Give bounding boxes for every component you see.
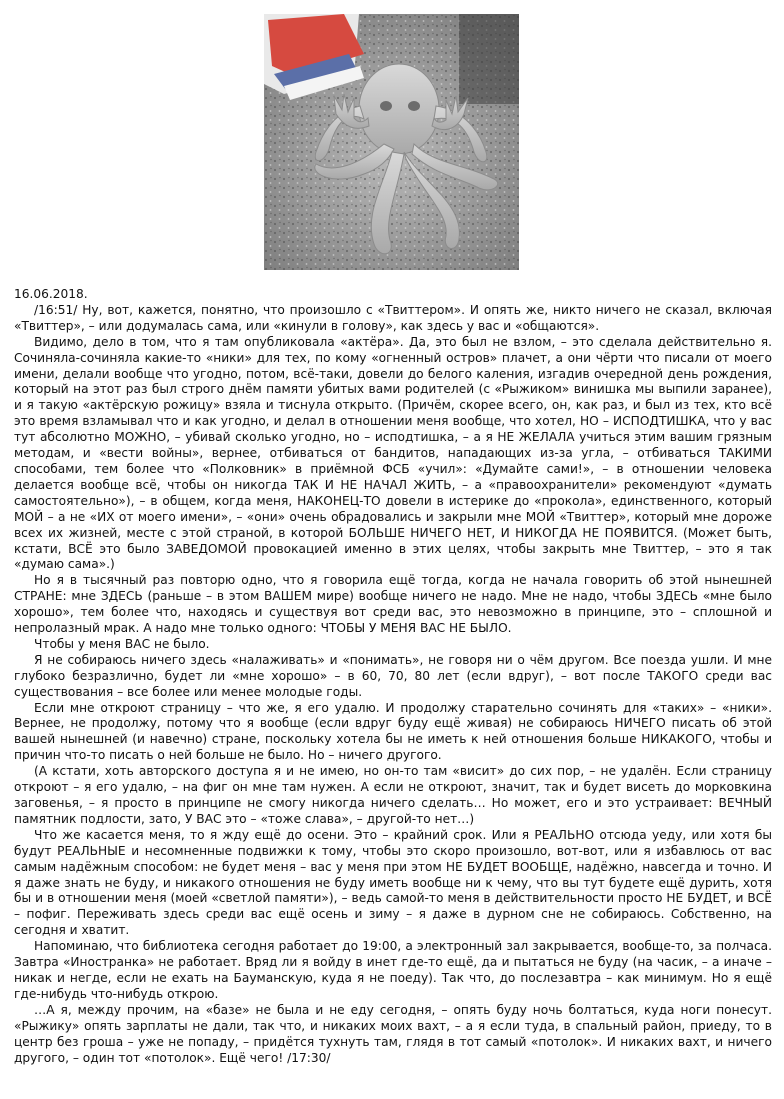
paragraph: (А кстати, хоть авторского доступа я и не имею, но он-то там «висит» до сих пор, – не удалён. Если страницу откроют – я его удалю, – на фиг он мне там нужен. А если не откроют, значит, так и будет висеть до морковкина заговенья, – я просто в принципе не смогу никогда ничего сделать… Но может, его и это устраивает: ВЕЧНЫЙ памятник подлости, зато, У ВАС это – «тоже слава», – другой-то нет…): [14, 764, 772, 826]
post-text: [14, 287, 772, 1066]
post-date: 16.06.2018.: [14, 287, 88, 301]
paragraph: Но я в тысячный раз повторю одно, что я говорила ещё тогда, когда не начала говорить об этой нынешней СТРАНЕ: мне ЗДЕСЬ (раньше – в этом ВАШЕМ мире) вообще ничего не надо. Мне не надо, чтобы ЗДЕСЬ «мне было хорошо», тем более что, находясь и существуя вот среди вас, это невозможно в принципе, это – сплошной и непролазный мрак. А надо мне только одного: ЧТОБЫ У МЕНЯ ВАС НЕ БЫЛО.: [14, 573, 772, 636]
paragraph: Напоминаю, что библиотека сегодня работает до 19:00, а электронный зал закрывается, вообще-то, за полчаса. Завтра «Иностранка» не работает. Вряд ли я войду в инет где-то ещё, да и пытаться не буду (на часик, – а иначе – никак и негде, если не ехать на Бауманскую, куда я не поеду). Так что, до послезавтра – как минимум. Но я ещё где-нибудь что-нибудь открою.: [14, 939, 772, 1001]
paragraph: Что же касается меня, то я жду ещё до осени. Это – крайний срок. Или я РЕАЛЬНО отсюда уеду, или хотя бы будут РЕАЛЬНЫЕ и несомненные подвижки к тому, чтобы это скоро произошло, вот-вот, или я избавлюсь от вас самым надёжным способом: не будет меня – вас у меня при этом НЕ БУДЕТ ВООБЩЕ, надёжно, навсегда и точно. И я даже знать не буду, и никакого отношения не буду иметь вообще ни к чему, что вы тут будете ещё дурить, хотя бы и в отношении меня (моей «светлой памяти»), – ведь самой-то меня в действительности просто НЕ БУДЕТ, и ВСЁ – пофиг. Переживать здесь среди вас ещё осень и зиму – я даже в дурном сне не собираюсь. Собственно, на сегодня и хватит.: [14, 827, 772, 938]
paragraph: Если мне откроют страницу – что же, я его удалю. И продолжу старательно сочинять для «таких» – «ники». Вернее, не продолжу, потому что я вообще (если вдруг буду ещё живая) не собираюсь НИЧЕГО писать об этой вашей нынешней (и навечно) стране, поскольку хотела бы не иметь к ней отношения больше НИКАКОГО, чтобы и причин что-то писать о ней больше не было. Но – ничего другого.: [14, 700, 772, 763]
paragraph: Чтобы у меня ВАС не было.: [34, 636, 210, 651]
paragraph: …А я, между прочим, на «базе» не была и не еду сегодня, – опять буду ночь болтаться, куда ноги понесут. «Рыжику» опять зарплаты не дали, так что, и никаких моих вахт, – а я если туда, в спальный район, приеду, то в центр без гроша – уже не попаду, – придётся тухнуть там, глядя в тот самый «потолок». И никаких вахт, и ничего другого, – один тот «потолок». Ещё чего! /17:30/: [14, 1002, 772, 1065]
paragraph: /16:51/ Ну, вот, кажется, понятно, что произошло с «Твиттером». И опять же, никто ничего не сказал, включая «Твиттер», – или додумалась сама, или «кинули в голову», как здесь у вас и «общаются».: [14, 302, 772, 333]
paragraph: Видимо, дело в том, что я там опубликовала «актёра». Да, это был не взлом, – это сделала действительно я. Сочиняла-сочиняла какие-то «ники» для тех, по кому «огненный остров» плачет, а они чёрти что писали от моего имени, делали вообще что угодно, потом, всё-таки, довели до белого каления, изгадив очередной день рождения, который на этот раз был строго днём памяти убитых вами родителей (с «Рыжиком» винишка мы выпили заранее), и я такую «актёрскую рожицу» взяла и тиснула открыто. (Причём, скорее всего, он, как раз, и был из тех, кто всё это время взламывал что и как угодно, и делал в отношении меня вообще, что хотел, НО – ИСПОДТИШКА, что у вас тут абсолютно МОЖНО, – убивай сколько угодно, но – исподтишка, – а я НЕ ЖЕЛАЛА учиться этим вашим грязным методам, и «вести войны», вернее, отбиваться от бандитов, нападающих из-за угла, – отбиваться ТАКИМИ способами, тем более что «Полковник» в приёмной ФСБ «учил»: «Думайте сами!», – в отношении человека делается вообще всё, чтобы он никогда ТАК И НЕ НАЧАЛ ЖИТЬ, – а «правоохранители» рекомендуют «думать самостоятельно»), – в общем, когда меня, НАКОНЕЦ-ТО довели в истерике до «прокола», единственного, который МОЙ – а не «ИХ от моего имени», – «они» очень обрадовались и закрыли мне МОЙ «Твиттер», который мне дороже всех их жизней, месте с этой страной, в которой БОЛЬШЕ НИЧЕГО НЕТ, И НИКОГДА НЕ ПОЯВИТСЯ. (Может быть, кстати, ВСЁ это было ЗАВЕДОМОЙ провокацией именно в этих целях, чтобы закрыть мне Твиттер, – это я так «думаю сама».): [14, 334, 772, 572]
octopus-figurine-photo: [264, 14, 519, 270]
paragraph: Я не собираюсь ничего здесь «налаживать» и «понимать», не говоря ни о чём другом. Все поезда ушли. И мне глубоко безразлично, будет ли «мне хорошо» – в 60, 70, 80 лет (если вдруг), – вот после ТАКОГО среди вас существования – все более или менее молодые годы.: [14, 652, 772, 699]
